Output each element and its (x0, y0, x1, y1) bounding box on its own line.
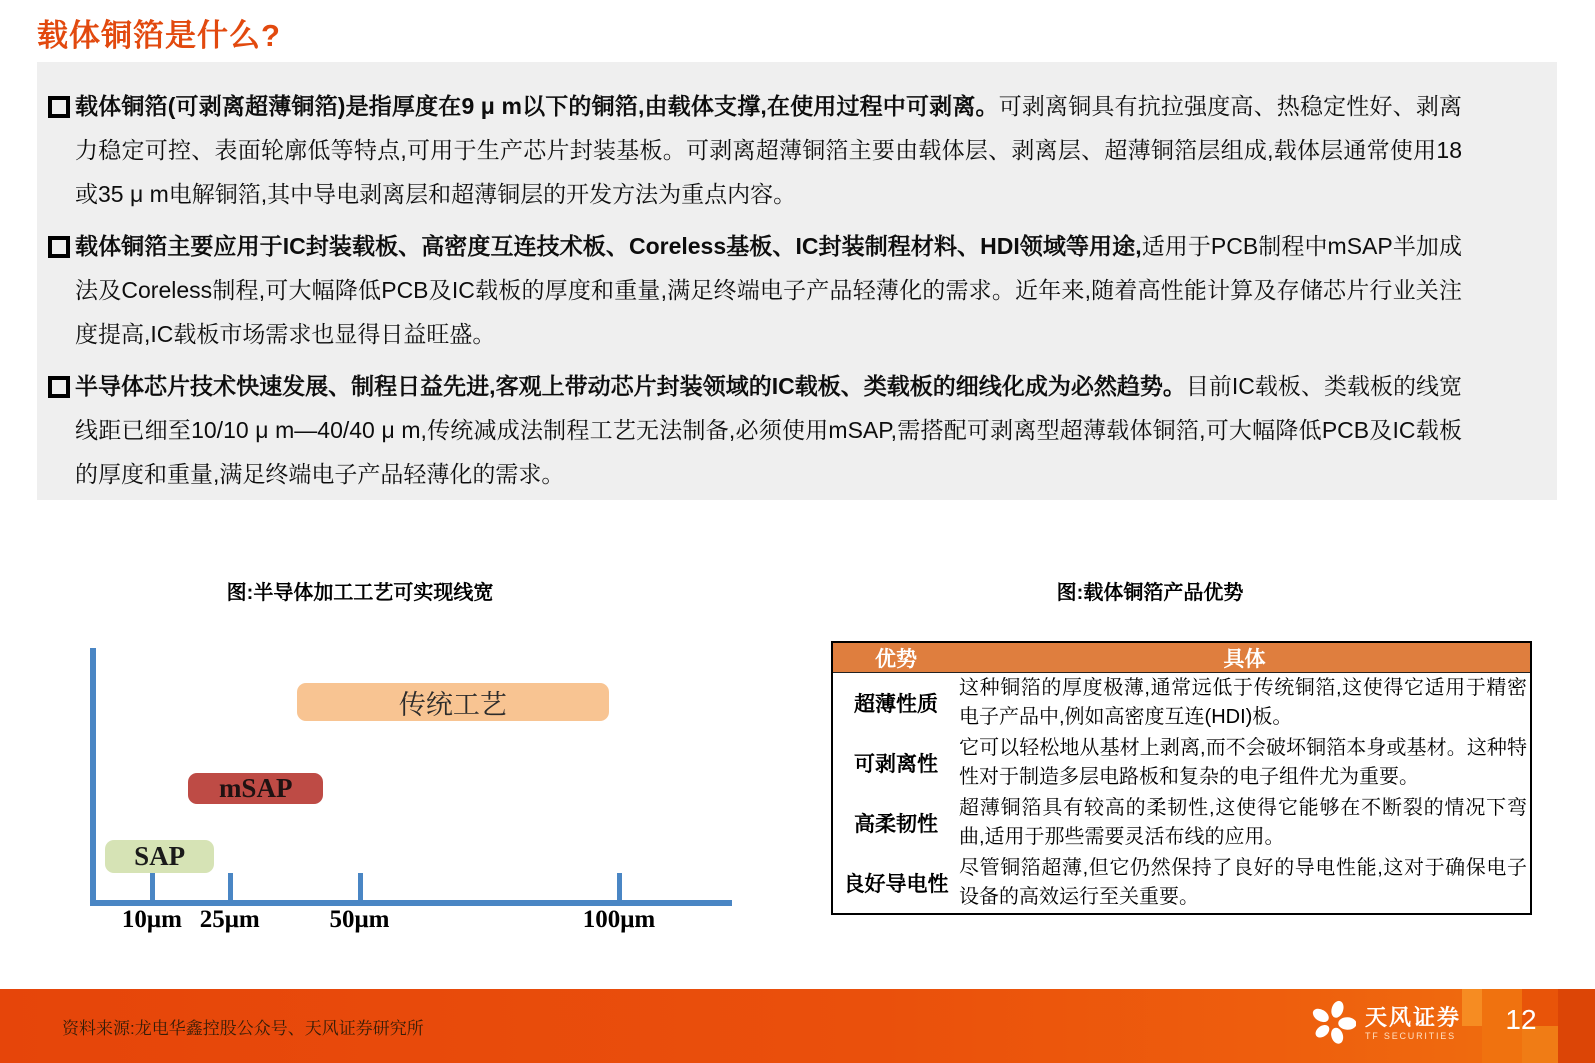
right-figure-caption: 图:载体铜箔产品优势 (1056, 582, 1244, 604)
advantages-table-header (833, 643, 1530, 673)
mosaic-square (1462, 989, 1482, 1026)
row-detail: 超薄铜箔具有较高的柔韧性,这使得它能够在不断裂的情况下弯曲,适用于那些需要灵活布线的应用。 (959, 797, 1527, 848)
tf-securities-logo (1310, 998, 1461, 1048)
footer-bar (0, 989, 1595, 1063)
y-axis (90, 648, 96, 906)
axis-tick (228, 873, 233, 900)
mosaic-square (1558, 989, 1595, 1063)
row-detail: 这种铜箔的厚度极薄,通常远低于传统铜箔,这使得它适用于精密电子产品中,例如高密度互连(HDI)板。 (959, 677, 1527, 728)
page-title: 载体铜箔是什么? (37, 18, 281, 53)
table-row (833, 793, 1530, 853)
bullet-3-bold: 半导体芯片技术快速发展、制程日益先进,客观上带动芯片封装领域的IC载板、类载板的细线化成为必然趋势。 (75, 373, 1186, 399)
page-number: 12 (1505, 1004, 1537, 1035)
advantages-table (831, 641, 1532, 915)
table-row (833, 673, 1530, 733)
row-detail: 尽管铜箔超薄,但它仍然保持了良好的导电性能,这对于确保电子设备的高效运行至关重要。 (959, 857, 1527, 908)
axis-tick (358, 873, 363, 900)
bullet-2-regular: 适用于PCB制程中mSAP半加成法及Coreless制程,可大幅降低PCB及IC载板的厚度和重量,满足终端电子产品轻薄化的需求。近年来,随着高性能计算及存储芯片行业关注度提高,IC载板市场需求也显得日益旺盛。 (75, 233, 1462, 347)
bullet-1 (37, 84, 1462, 216)
row-advantage: 高柔韧性 (854, 813, 938, 836)
left-figure-caption: 图:半导体加工工艺可实现线宽 (226, 582, 494, 604)
brand-name-cn: 天风证券 (1365, 1004, 1462, 1030)
tick-label: 50μm (329, 906, 390, 933)
bullet-2-bold: 载体铜箔主要应用于IC封装载板、高密度互连技术板、Coreless基板、IC封装制程材料、HDI领域等用途, (75, 233, 1142, 259)
source-note: 资料来源:龙电华鑫控股公众号、天风证券研究所 (62, 1019, 424, 1038)
table-row (833, 733, 1530, 793)
linewidth-chart (60, 630, 750, 952)
tick-label: 25μm (199, 906, 260, 933)
bullet-1-regular: 可剥离铜具有抗拉强度高、热稳定性好、剥离力稳定可控、表面轮廓低等特点,可用于生产芯片封装基板。可剥离超薄铜箔主要由载体层、剥离层、超薄铜箔层组成,载体层通常使用18或35 μ m电解铜箔,其中导电剥离层和超薄铜层的开发方法为重点内容。 (75, 93, 1462, 207)
bullet-square-icon (48, 96, 70, 118)
tick-label: 100μm (582, 906, 656, 933)
process-range-bar: mSAP (188, 773, 323, 804)
table-row (833, 853, 1530, 913)
bullet-2 (37, 224, 1462, 356)
brand-name-en: TF SECURITIES (1365, 1030, 1456, 1041)
tick-label: 10μm (121, 906, 182, 933)
header-detail: 具体 (1223, 647, 1266, 671)
process-range-bar: 传统工艺 (297, 683, 608, 721)
bullet-1-bold: 载体铜箔(可剥离超薄铜箔)是指厚度在9 μ m以下的铜箔,由载体支撑,在使用过程中可剥离。 (75, 93, 999, 119)
header-advantage: 优势 (875, 647, 917, 671)
bullet-square-icon (48, 376, 70, 398)
row-advantage: 超薄性质 (854, 693, 938, 716)
summary-box (37, 62, 1557, 500)
process-range-bar: SAP (105, 840, 214, 873)
bullet-3-regular: 目前IC载板、类载板的线宽线距已细至10/10 μ m—40/40 μ m,传统减成法制程工艺无法制备,必须使用mSAP,需搭配可剥离型超薄载体铜箔,可大幅降低PCB及IC载板的厚度和重量,满足终端电子产品轻薄化的需求。 (75, 373, 1463, 487)
axis-tick (617, 873, 622, 900)
flower-icon (1310, 998, 1356, 1048)
row-detail: 它可以轻松地从基材上剥离,而不会破坏铜箔本身或基材。这种特性对于制造多层电路板和复杂的电子组件尤为重要。 (959, 737, 1527, 788)
row-advantage: 可剥离性 (854, 753, 938, 776)
bullet-3 (37, 364, 1462, 496)
row-advantage: 良好导电性 (843, 873, 949, 896)
bullet-square-icon (48, 236, 70, 258)
axis-tick (150, 873, 155, 900)
